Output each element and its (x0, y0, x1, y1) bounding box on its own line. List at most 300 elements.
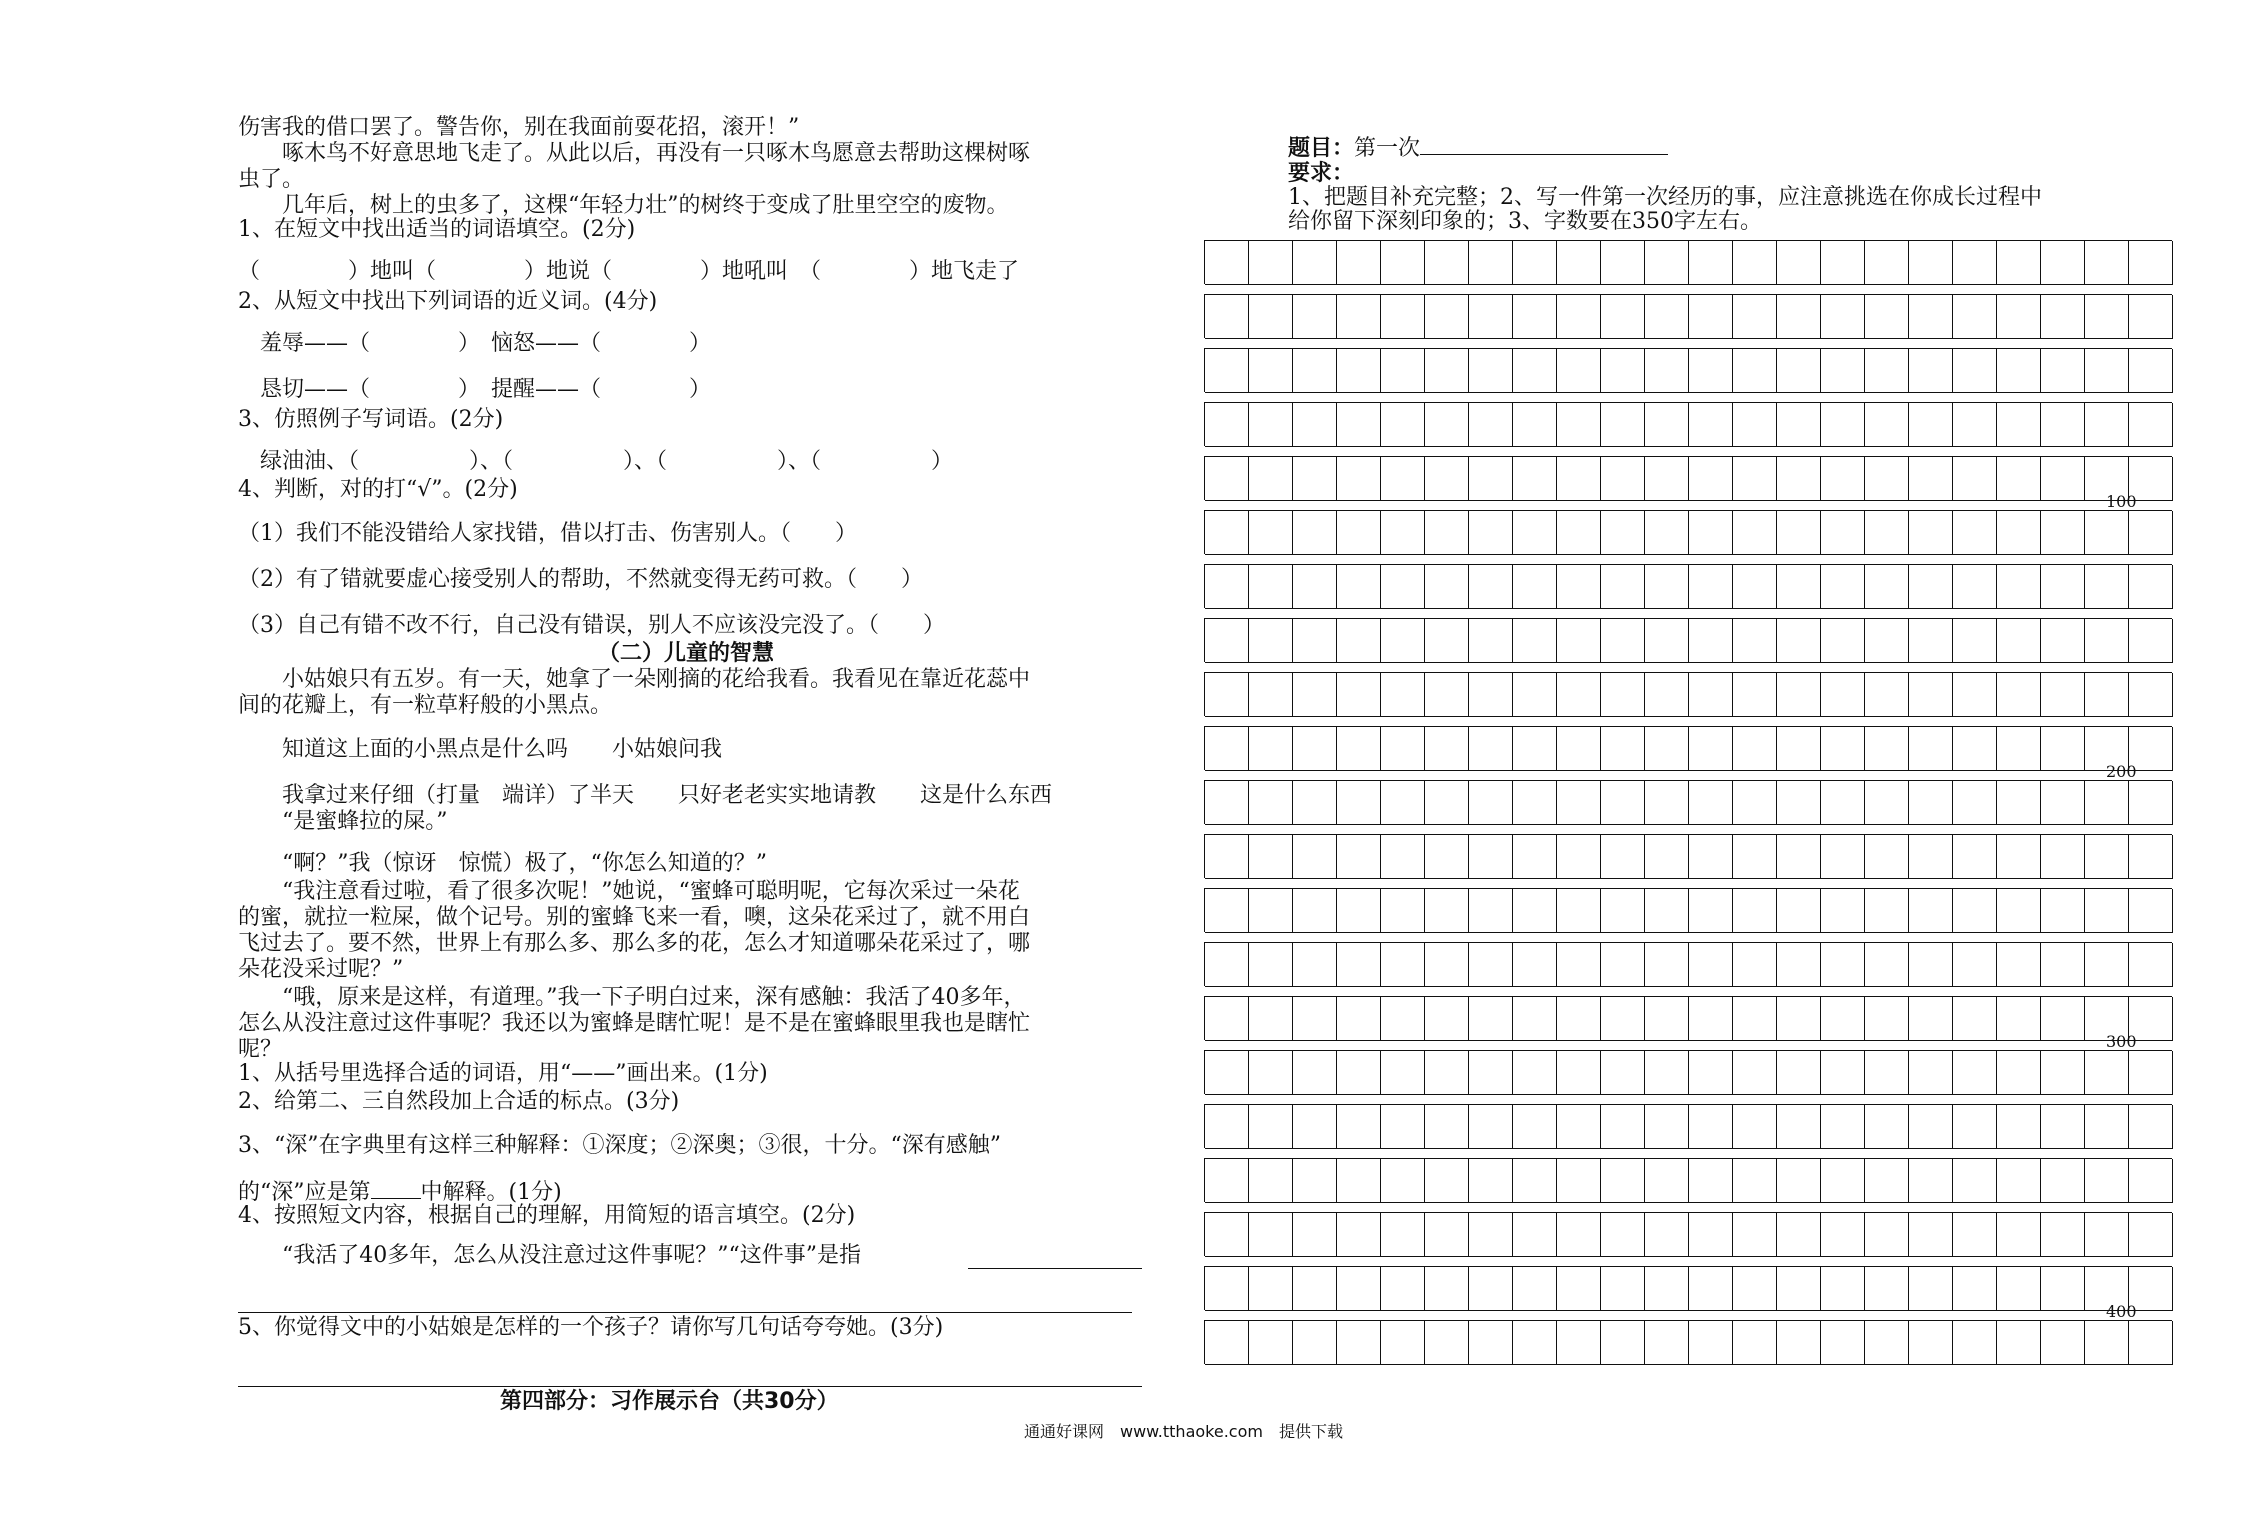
grid-cell[interactable] (1557, 889, 1601, 933)
grid-cell[interactable] (2129, 1213, 2173, 1257)
grid-cell[interactable] (1645, 781, 1689, 825)
grid-cell[interactable] (1337, 781, 1381, 825)
grid-cell[interactable] (1601, 943, 1645, 987)
grid-cell[interactable] (1249, 1321, 1293, 1365)
grid-cell[interactable] (1337, 565, 1381, 609)
grid-cell[interactable] (1997, 1051, 2041, 1095)
grid-cell[interactable] (1205, 619, 1249, 663)
grid-cell[interactable] (1689, 1321, 1733, 1365)
grid-cell[interactable] (1777, 241, 1821, 285)
grid-cell[interactable] (1205, 727, 1249, 771)
grid-cell[interactable] (1513, 457, 1557, 501)
grid-cell[interactable] (1733, 619, 1777, 663)
grid-cell[interactable] (1909, 511, 1953, 555)
grid-cell[interactable] (1909, 835, 1953, 879)
grid-cell[interactable] (1645, 1213, 1689, 1257)
grid-cell[interactable] (1337, 457, 1381, 501)
grid-cell[interactable] (1733, 1105, 1777, 1149)
grid-cell[interactable] (1865, 295, 1909, 339)
grid-cell[interactable] (1997, 781, 2041, 825)
grid-cell[interactable] (1513, 1213, 1557, 1257)
grid-cell[interactable] (1205, 1213, 1249, 1257)
grid-cell[interactable] (1953, 1105, 1997, 1149)
grid-cell[interactable] (1777, 943, 1821, 987)
grid-cell[interactable] (1249, 1213, 1293, 1257)
grid-cell[interactable] (1909, 727, 1953, 771)
grid-cell[interactable] (1469, 619, 1513, 663)
grid-cell[interactable] (1953, 403, 1997, 447)
grid-cell[interactable] (1293, 1105, 1337, 1149)
grid-cell[interactable] (1689, 835, 1733, 879)
grid-cell[interactable] (2129, 295, 2173, 339)
grid-cell[interactable] (1645, 1051, 1689, 1095)
grid-cell[interactable] (2041, 943, 2085, 987)
grid-cell[interactable] (1953, 673, 1997, 717)
grid-cell[interactable] (1337, 619, 1381, 663)
grid-cell[interactable] (1249, 1051, 1293, 1095)
grid-cell[interactable] (2041, 565, 2085, 609)
grid-cell[interactable] (1689, 619, 1733, 663)
grid-cell[interactable] (2041, 727, 2085, 771)
grid-cell[interactable] (1557, 997, 1601, 1041)
grid-cell[interactable] (1777, 727, 1821, 771)
grid-cell[interactable] (1425, 943, 1469, 987)
grid-cell[interactable] (1777, 511, 1821, 555)
grid-cell[interactable] (1557, 565, 1601, 609)
grid-cell[interactable] (1997, 619, 2041, 663)
grid-cell[interactable] (1513, 403, 1557, 447)
grid-cell[interactable] (1337, 1321, 1381, 1365)
grid-row[interactable] (1204, 1212, 2172, 1256)
grid-cell[interactable] (1381, 673, 1425, 717)
grid-cell[interactable] (1689, 889, 1733, 933)
grid-cell[interactable] (1689, 997, 1733, 1041)
grid-cell[interactable] (2129, 943, 2173, 987)
grid-cell[interactable] (1953, 1159, 1997, 1203)
grid-cell[interactable] (1777, 457, 1821, 501)
grid-cell[interactable] (1953, 511, 1997, 555)
grid-row[interactable] (1204, 996, 2172, 1040)
grid-cell[interactable] (2129, 1159, 2173, 1203)
grid-cell[interactable] (1645, 565, 1689, 609)
grid-cell[interactable] (1689, 511, 1733, 555)
grid-cell[interactable] (1733, 1321, 1777, 1365)
grid-cell[interactable] (1645, 457, 1689, 501)
grid-cell[interactable] (1953, 1267, 1997, 1311)
grid-cell[interactable] (1821, 349, 1865, 393)
grid-cell[interactable] (1249, 835, 1293, 879)
grid-cell[interactable] (1513, 1267, 1557, 1311)
grid-cell[interactable] (1645, 619, 1689, 663)
grid-cell[interactable] (1381, 1321, 1425, 1365)
grid-cell[interactable] (2085, 403, 2129, 447)
grid-cell[interactable] (1777, 565, 1821, 609)
grid-cell[interactable] (1909, 889, 1953, 933)
grid-cell[interactable] (1469, 457, 1513, 501)
grid-cell[interactable] (1821, 1213, 1865, 1257)
grid-cell[interactable] (2085, 619, 2129, 663)
grid-cell[interactable] (2041, 673, 2085, 717)
grid-cell[interactable] (1865, 1267, 1909, 1311)
grid-cell[interactable] (1425, 1159, 1469, 1203)
grid-cell[interactable] (1557, 349, 1601, 393)
grid-cell[interactable] (1997, 1267, 2041, 1311)
grid-cell[interactable] (1425, 1105, 1469, 1149)
grid-cell[interactable] (1205, 1159, 1249, 1203)
grid-cell[interactable] (1689, 403, 1733, 447)
grid-cell[interactable] (1821, 565, 1865, 609)
grid-cell[interactable] (1689, 457, 1733, 501)
grid-cell[interactable] (1645, 403, 1689, 447)
grid-cell[interactable] (1425, 565, 1469, 609)
answer-line[interactable] (238, 1312, 1132, 1313)
grid-row[interactable] (1204, 294, 2172, 338)
grid-cell[interactable] (1777, 889, 1821, 933)
grid-row[interactable] (1204, 888, 2172, 932)
grid-cell[interactable] (1469, 1213, 1513, 1257)
grid-cell[interactable] (1293, 673, 1337, 717)
grid-cell[interactable] (1337, 673, 1381, 717)
grid-cell[interactable] (1997, 457, 2041, 501)
grid-cell[interactable] (1821, 673, 1865, 717)
grid-cell[interactable] (1293, 241, 1337, 285)
grid-cell[interactable] (1733, 1213, 1777, 1257)
grid-cell[interactable] (1337, 295, 1381, 339)
grid-cell[interactable] (1557, 1213, 1601, 1257)
grid-cell[interactable] (1249, 565, 1293, 609)
grid-cell[interactable] (2041, 1105, 2085, 1149)
grid-row[interactable] (1204, 726, 2172, 770)
grid-cell[interactable] (1205, 457, 1249, 501)
topic-blank[interactable] (1420, 134, 1668, 155)
grid-cell[interactable] (1777, 1267, 1821, 1311)
grid-row[interactable] (1204, 1320, 2172, 1364)
grid-cell[interactable] (1865, 241, 1909, 285)
grid-cell[interactable] (1909, 403, 1953, 447)
grid-cell[interactable] (1865, 1321, 1909, 1365)
grid-cell[interactable] (1205, 943, 1249, 987)
grid-cell[interactable] (1601, 565, 1645, 609)
grid-cell[interactable] (1249, 349, 1293, 393)
grid-cell[interactable] (1337, 1267, 1381, 1311)
grid-cell[interactable] (1865, 1105, 1909, 1149)
grid-cell[interactable] (1601, 889, 1645, 933)
grid-cell[interactable] (1733, 349, 1777, 393)
grid-cell[interactable] (1865, 943, 1909, 987)
grid-cell[interactable] (1909, 943, 1953, 987)
grid-cell[interactable] (1909, 1051, 1953, 1095)
grid-cell[interactable] (1557, 457, 1601, 501)
grid-cell[interactable] (1293, 727, 1337, 771)
grid-cell[interactable] (1997, 511, 2041, 555)
grid-cell[interactable] (1601, 1105, 1645, 1149)
grid-cell[interactable] (1601, 403, 1645, 447)
grid-cell[interactable] (1953, 943, 1997, 987)
grid-cell[interactable] (1337, 403, 1381, 447)
grid-cell[interactable] (1865, 403, 1909, 447)
grid-cell[interactable] (1513, 511, 1557, 555)
grid-cell[interactable] (2041, 1159, 2085, 1203)
grid-cell[interactable] (1425, 349, 1469, 393)
grid-cell[interactable] (2085, 349, 2129, 393)
grid-cell[interactable] (2085, 889, 2129, 933)
grid-cell[interactable] (1513, 349, 1557, 393)
grid-cell[interactable] (2085, 835, 2129, 879)
grid-cell[interactable] (1337, 889, 1381, 933)
grid-cell[interactable] (2041, 1051, 2085, 1095)
grid-cell[interactable] (2041, 511, 2085, 555)
grid-cell[interactable] (1293, 781, 1337, 825)
grid-cell[interactable] (1469, 943, 1513, 987)
grid-cell[interactable] (1997, 349, 2041, 393)
grid-cell[interactable] (1777, 1321, 1821, 1365)
grid-cell[interactable] (1557, 241, 1601, 285)
grid-cell[interactable] (1337, 943, 1381, 987)
grid-cell[interactable] (2129, 403, 2173, 447)
answer-blank[interactable] (371, 1178, 421, 1199)
grid-cell[interactable] (1205, 403, 1249, 447)
grid-cell[interactable] (1601, 727, 1645, 771)
grid-cell[interactable] (1777, 835, 1821, 879)
grid-cell[interactable] (1733, 1051, 1777, 1095)
grid-cell[interactable] (1997, 835, 2041, 879)
grid-cell[interactable] (1557, 1267, 1601, 1311)
grid-cell[interactable] (1513, 997, 1557, 1041)
grid-cell[interactable] (1821, 943, 1865, 987)
grid-cell[interactable] (1513, 781, 1557, 825)
grid-cell[interactable] (1205, 295, 1249, 339)
grid-cell[interactable] (1909, 457, 1953, 501)
grid-cell[interactable] (1293, 835, 1337, 879)
grid-cell[interactable] (2041, 889, 2085, 933)
grid-row[interactable] (1204, 348, 2172, 392)
grid-cell[interactable] (1997, 565, 2041, 609)
grid-cell[interactable] (1249, 727, 1293, 771)
grid-cell[interactable] (1557, 1105, 1601, 1149)
grid-cell[interactable] (1381, 727, 1425, 771)
grid-cell[interactable] (1689, 1267, 1733, 1311)
grid-cell[interactable] (1337, 1213, 1381, 1257)
grid-cell[interactable] (1821, 1105, 1865, 1149)
grid-cell[interactable] (1865, 1051, 1909, 1095)
grid-cell[interactable] (1513, 295, 1557, 339)
grid-cell[interactable] (1733, 1159, 1777, 1203)
grid-cell[interactable] (1645, 835, 1689, 879)
grid-cell[interactable] (2129, 349, 2173, 393)
grid-cell[interactable] (1337, 1105, 1381, 1149)
grid-cell[interactable] (1601, 241, 1645, 285)
grid-cell[interactable] (1425, 997, 1469, 1041)
grid-cell[interactable] (2085, 1321, 2129, 1365)
grid-cell[interactable] (1909, 1105, 1953, 1149)
grid-cell[interactable] (1381, 511, 1425, 555)
grid-cell[interactable] (1513, 727, 1557, 771)
grid-cell[interactable] (1205, 997, 1249, 1041)
grid-cell[interactable] (1381, 1267, 1425, 1311)
grid-cell[interactable] (1865, 457, 1909, 501)
grid-cell[interactable] (1601, 295, 1645, 339)
grid-row[interactable] (1204, 564, 2172, 608)
grid-cell[interactable] (1733, 403, 1777, 447)
grid-cell[interactable] (1733, 241, 1777, 285)
grid-cell[interactable] (1645, 727, 1689, 771)
grid-cell[interactable] (1381, 835, 1425, 879)
grid-cell[interactable] (1909, 781, 1953, 825)
grid-row[interactable] (1204, 1104, 2172, 1148)
grid-cell[interactable] (1733, 889, 1777, 933)
grid-row[interactable] (1204, 618, 2172, 662)
grid-cell[interactable] (1733, 781, 1777, 825)
grid-cell[interactable] (1777, 1159, 1821, 1203)
grid-cell[interactable] (1205, 349, 1249, 393)
grid-cell[interactable] (1425, 1213, 1469, 1257)
grid-cell[interactable] (1557, 403, 1601, 447)
grid-cell[interactable] (1513, 619, 1557, 663)
grid-cell[interactable] (1821, 241, 1865, 285)
grid-cell[interactable] (1953, 241, 1997, 285)
grid-cell[interactable] (1381, 457, 1425, 501)
grid-cell[interactable] (1293, 511, 1337, 555)
grid-row[interactable] (1204, 834, 2172, 878)
grid-cell[interactable] (1293, 943, 1337, 987)
grid-cell[interactable] (1205, 889, 1249, 933)
grid-cell[interactable] (1249, 241, 1293, 285)
grid-cell[interactable] (1821, 1267, 1865, 1311)
grid-cell[interactable] (1909, 997, 1953, 1041)
grid-cell[interactable] (2085, 241, 2129, 285)
grid-cell[interactable] (2129, 565, 2173, 609)
grid-cell[interactable] (1249, 673, 1293, 717)
grid-cell[interactable] (1821, 1159, 1865, 1203)
grid-cell[interactable] (1865, 673, 1909, 717)
grid-cell[interactable] (1293, 619, 1337, 663)
grid-cell[interactable] (1205, 1105, 1249, 1149)
grid-cell[interactable] (1645, 1159, 1689, 1203)
grid-cell[interactable] (1469, 1267, 1513, 1311)
grid-cell[interactable] (1513, 241, 1557, 285)
grid-cell[interactable] (1513, 1105, 1557, 1149)
grid-cell[interactable] (1557, 1159, 1601, 1203)
grid-cell[interactable] (1337, 1159, 1381, 1203)
grid-cell[interactable] (1865, 619, 1909, 663)
grid-cell[interactable] (1425, 1267, 1469, 1311)
grid-cell[interactable] (1997, 943, 2041, 987)
grid-cell[interactable] (1337, 511, 1381, 555)
grid-cell[interactable] (2041, 1213, 2085, 1257)
grid-cell[interactable] (1425, 241, 1469, 285)
grid-cell[interactable] (1601, 511, 1645, 555)
grid-cell[interactable] (1821, 403, 1865, 447)
grid-cell[interactable] (1425, 889, 1469, 933)
grid-cell[interactable] (1293, 349, 1337, 393)
grid-cell[interactable] (2085, 1105, 2129, 1149)
grid-cell[interactable] (1249, 1267, 1293, 1311)
grid-cell[interactable] (1777, 619, 1821, 663)
grid-cell[interactable] (1469, 673, 1513, 717)
grid-cell[interactable] (1865, 1159, 1909, 1203)
grid-cell[interactable] (1909, 619, 1953, 663)
grid-cell[interactable] (1293, 1213, 1337, 1257)
grid-cell[interactable] (1337, 241, 1381, 285)
grid-cell[interactable] (1469, 997, 1513, 1041)
grid-cell[interactable] (1777, 349, 1821, 393)
grid-cell[interactable] (2129, 1321, 2173, 1365)
grid-cell[interactable] (1425, 619, 1469, 663)
grid-cell[interactable] (1689, 349, 1733, 393)
grid-cell[interactable] (1513, 1321, 1557, 1365)
grid-cell[interactable] (1557, 781, 1601, 825)
grid-cell[interactable] (1645, 349, 1689, 393)
grid-cell[interactable] (1293, 403, 1337, 447)
grid-cell[interactable] (1293, 1267, 1337, 1311)
grid-cell[interactable] (1469, 295, 1513, 339)
grid-cell[interactable] (1557, 835, 1601, 879)
grid-cell[interactable] (1601, 1213, 1645, 1257)
grid-cell[interactable] (1645, 997, 1689, 1041)
grid-cell[interactable] (1601, 835, 1645, 879)
grid-cell[interactable] (1997, 997, 2041, 1041)
grid-cell[interactable] (1865, 889, 1909, 933)
grid-cell[interactable] (1557, 673, 1601, 717)
grid-row[interactable] (1204, 402, 2172, 446)
grid-cell[interactable] (1557, 295, 1601, 339)
grid-cell[interactable] (1205, 673, 1249, 717)
grid-cell[interactable] (1821, 781, 1865, 825)
grid-cell[interactable] (1645, 673, 1689, 717)
grid-cell[interactable] (1205, 1321, 1249, 1365)
grid-cell[interactable] (1601, 1321, 1645, 1365)
grid-cell[interactable] (1733, 673, 1777, 717)
grid-cell[interactable] (1337, 349, 1381, 393)
grid-cell[interactable] (2085, 1213, 2129, 1257)
grid-cell[interactable] (2041, 295, 2085, 339)
grid-cell[interactable] (1821, 295, 1865, 339)
grid-cell[interactable] (1953, 997, 1997, 1041)
grid-cell[interactable] (2085, 295, 2129, 339)
grid-cell[interactable] (1689, 295, 1733, 339)
grid-cell[interactable] (1953, 457, 1997, 501)
grid-cell[interactable] (1425, 727, 1469, 771)
grid-cell[interactable] (1293, 997, 1337, 1041)
grid-cell[interactable] (1645, 511, 1689, 555)
grid-cell[interactable] (1733, 1267, 1777, 1311)
grid-cell[interactable] (1601, 619, 1645, 663)
grid-cell[interactable] (1249, 1159, 1293, 1203)
grid-row[interactable] (1204, 1266, 2172, 1310)
grid-row[interactable] (1204, 780, 2172, 824)
grid-cell[interactable] (1645, 241, 1689, 285)
grid-cell[interactable] (1557, 619, 1601, 663)
grid-cell[interactable] (1689, 1051, 1733, 1095)
grid-cell[interactable] (1469, 1159, 1513, 1203)
grid-cell[interactable] (1821, 727, 1865, 771)
grid-cell[interactable] (1425, 457, 1469, 501)
grid-cell[interactable] (1645, 943, 1689, 987)
grid-cell[interactable] (1733, 295, 1777, 339)
grid-cell[interactable] (1381, 565, 1425, 609)
grid-cell[interactable] (1865, 511, 1909, 555)
grid-cell[interactable] (2129, 241, 2173, 285)
grid-cell[interactable] (1381, 295, 1425, 339)
grid-cell[interactable] (1733, 511, 1777, 555)
grid-cell[interactable] (1997, 1213, 2041, 1257)
grid-cell[interactable] (1953, 295, 1997, 339)
grid-cell[interactable] (1513, 1159, 1557, 1203)
grid-cell[interactable] (1777, 403, 1821, 447)
grid-cell[interactable] (1249, 997, 1293, 1041)
grid-cell[interactable] (1249, 511, 1293, 555)
grid-cell[interactable] (1601, 673, 1645, 717)
